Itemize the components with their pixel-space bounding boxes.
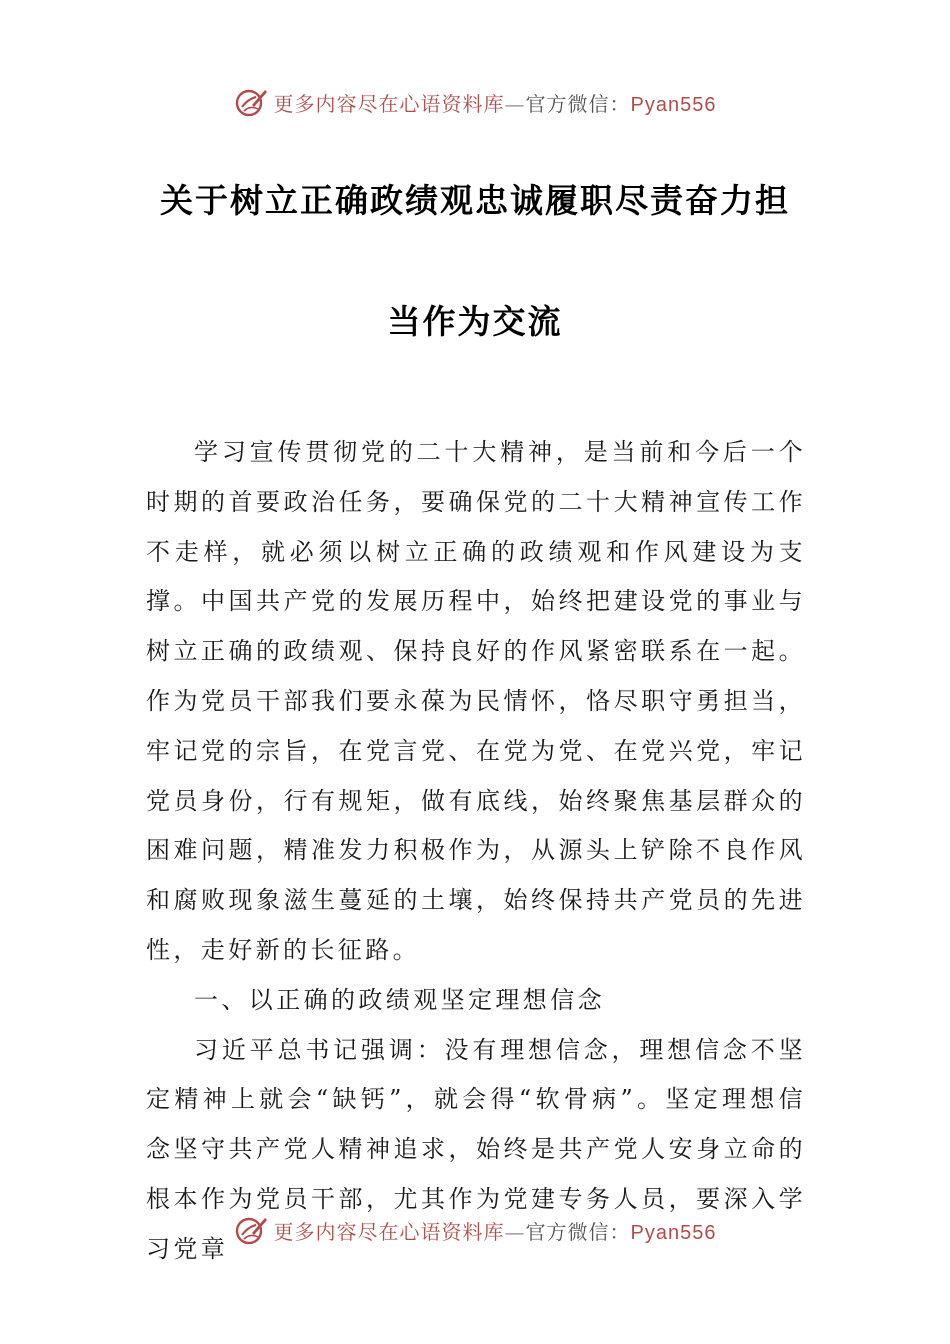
body-paragraph-intro: 学习宣传贯彻党的二十大精神，是当前和今后一个时期的首要政治任务，要确保党的二十大精神宣传工作不走样，就必须以树立正确的政绩观和作风建设为支撑。中国共产党的发展历程中，始终把建设党的事业与树立正确的政绩观、保持良好的作风紧密联系在一起。作为党员干部我们要永葆为民情怀，恪尽职守勇担当，牢记党的宗旨，在党言党、在党为党、在党兴党，牢记党员身份，行有规矩，做有底线，始终聚焦基层群众的困难问题，精准发力积极作为，从源头上铲除不良作风和腐败现象滋生蔓延的土壤，始终保持共产党员的先进性，走好新的长征路。 [146,438,806,964]
watermark-dash: — [504,91,526,116]
body-paragraph-2: 习近平总书记强调：没有理想信念，理想信念不坚定精神上就会“缺钙”，就会得“软骨病”。坚定理想信念坚守共产党人精神追求，始终是共产党人安身立命的根本作为党员干部，尤其作为党建专务人员，要深入学习党章 [146,1035,806,1263]
document-title-line-1: 关于树立正确政绩观忠诚履职尽责奋力担 [160,181,790,220]
watermark-slogan: 更多内容尽在心语资料库 [273,1219,505,1244]
watermark-text [274,1216,717,1245]
document-body [146,428,806,1275]
watermark-official-label: 官方微信： [525,91,631,116]
pen-circle-icon [234,1213,268,1247]
watermark-dash: — [504,1219,526,1244]
watermark-wechat-id: Pyan556 [630,1221,717,1244]
watermark-banner-top [0,82,950,122]
watermark-official-label: 官方微信： [525,1219,631,1244]
section-heading-1: 一、以正确的政绩观坚定理想信念 [194,985,605,1014]
watermark-wechat-id: Pyan556 [630,93,717,116]
document-title-line-2: 当作为交流 [387,302,563,341]
watermark-banner-bottom [0,1210,950,1250]
watermark-slogan: 更多内容尽在心语资料库 [273,91,505,116]
pen-circle-icon [234,85,268,119]
watermark-text [274,88,717,117]
